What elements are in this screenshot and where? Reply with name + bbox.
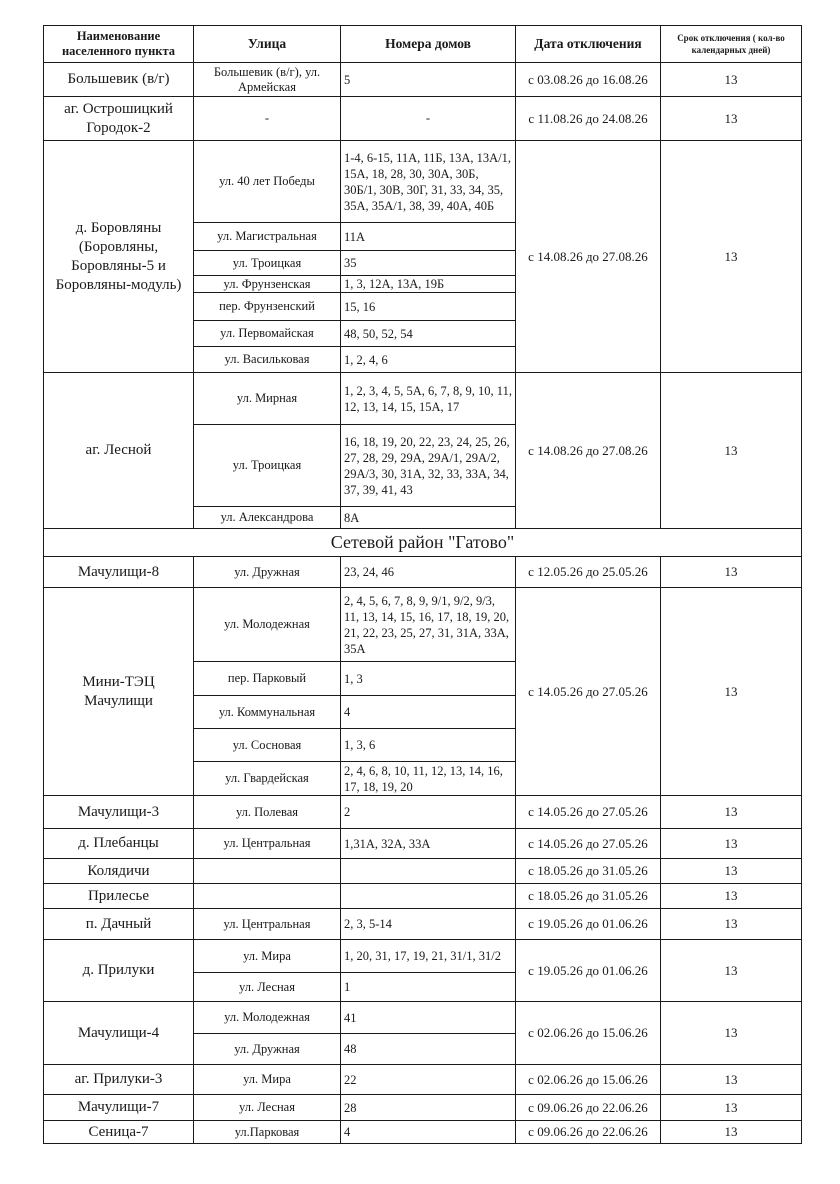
table-row <box>44 97 802 141</box>
section-title: Сетевой район "Гатово" <box>44 529 802 557</box>
date-cell: с 02.06.26 до 15.06.26 <box>516 1002 661 1065</box>
houses-cell: 1, 2, 3, 4, 5, 5А, 6, 7, 8, 9, 10, 11, 12, 13, 14, 15, 15А, 17 <box>341 373 516 425</box>
days-cell: 13 <box>661 141 802 373</box>
days-cell: 13 <box>661 884 802 909</box>
location-cell: аг. Острошицкий Городок-2 <box>44 97 194 141</box>
street-cell: ул. Магистральная <box>194 223 341 251</box>
houses-cell: 5 <box>341 63 516 97</box>
street-cell: ул. Дружная <box>194 557 341 588</box>
street-cell: пер. Парковый <box>194 662 341 696</box>
days-cell: 13 <box>661 1121 802 1144</box>
table-row <box>44 909 802 940</box>
houses-cell: 1, 3, 6 <box>341 729 516 762</box>
days-cell: 13 <box>661 909 802 940</box>
houses-cell: 28 <box>341 1095 516 1121</box>
days-cell: 13 <box>661 557 802 588</box>
location-cell: Прилесье <box>44 884 194 909</box>
houses-cell: 1, 20, 31, 17, 19, 21, 31/1, 31/2 <box>341 940 516 973</box>
street-cell: ул. Первомайская <box>194 321 341 347</box>
table-row <box>44 588 802 662</box>
houses-cell: 4 <box>341 1121 516 1144</box>
street-cell: ул. Гвардейская <box>194 762 341 796</box>
section-row <box>44 529 802 557</box>
date-cell: с 19.05.26 до 01.06.26 <box>516 909 661 940</box>
street-cell: ул. Молодежная <box>194 588 341 662</box>
houses-cell: 1 <box>341 973 516 1002</box>
street-cell: ул. Коммунальная <box>194 696 341 729</box>
houses-cell: 41 <box>341 1002 516 1034</box>
days-cell: 13 <box>661 859 802 884</box>
street-cell: пер. Фрунзенский <box>194 293 341 321</box>
table-row <box>44 557 802 588</box>
street-cell: ул. Троицкая <box>194 251 341 276</box>
header-street: Улица <box>194 26 341 63</box>
street-cell: ул. Лесная <box>194 973 341 1002</box>
days-cell: 13 <box>661 829 802 859</box>
houses-cell: 23, 24, 46 <box>341 557 516 588</box>
street-cell: ул. Молодежная <box>194 1002 341 1034</box>
street-cell: ул. Полевая <box>194 796 341 829</box>
date-cell: с 19.05.26 до 01.06.26 <box>516 940 661 1002</box>
days-cell: 13 <box>661 796 802 829</box>
table-row <box>44 373 802 425</box>
outage-schedule-table <box>43 25 802 1144</box>
location-cell: п. Дачный <box>44 909 194 940</box>
location-cell: д. Боровляны (Боровляны, Боровляны-5 и Боровляны-модуль) <box>44 141 194 373</box>
houses-cell <box>341 859 516 884</box>
street-cell: ул. Сосновая <box>194 729 341 762</box>
houses-cell: 8А <box>341 507 516 529</box>
date-cell: с 14.08.26 до 27.08.26 <box>516 141 661 373</box>
street-cell: ул. Васильковая <box>194 347 341 373</box>
days-cell: 13 <box>661 1065 802 1095</box>
header-days: Срок отключения ( кол-во календарных дней) <box>661 26 802 63</box>
street-cell <box>194 859 341 884</box>
street-cell <box>194 884 341 909</box>
location-cell: Большевик (в/г) <box>44 63 194 97</box>
location-cell: д. Прилуки <box>44 940 194 1002</box>
location-cell: д. Плебанцы <box>44 829 194 859</box>
houses-cell: 35 <box>341 251 516 276</box>
location-cell: Мачулищи-3 <box>44 796 194 829</box>
days-cell: 13 <box>661 588 802 796</box>
location-cell: Мачулищи-4 <box>44 1002 194 1065</box>
street-cell: ул. Мирная <box>194 373 341 425</box>
date-cell: с 14.05.26 до 27.05.26 <box>516 588 661 796</box>
houses-cell: - <box>341 97 516 141</box>
houses-cell: 1-4, 6-15, 11А, 11Б, 13А, 13А/1, 15А, 18, 28, 30, 30А, 30Б, 30Б/1, 30В, 30Г, 31, 33, 34, 35, 35А, 35А/1, 38, 39, 40А, 40Б <box>341 141 516 223</box>
date-cell: с 09.06.26 до 22.06.26 <box>516 1095 661 1121</box>
date-cell: с 14.08.26 до 27.08.26 <box>516 373 661 529</box>
date-cell: с 18.05.26 до 31.05.26 <box>516 859 661 884</box>
houses-cell: 1, 3 <box>341 662 516 696</box>
location-cell: Колядичи <box>44 859 194 884</box>
days-cell: 13 <box>661 373 802 529</box>
street-cell: ул. Мира <box>194 940 341 973</box>
days-cell: 13 <box>661 940 802 1002</box>
houses-cell: 1, 2, 4, 6 <box>341 347 516 373</box>
street-cell: ул. Лесная <box>194 1095 341 1121</box>
street-cell: Большевик (в/г), ул. Армейская <box>194 63 341 97</box>
houses-cell: 1,31А, 32А, 33А <box>341 829 516 859</box>
houses-cell: 22 <box>341 1065 516 1095</box>
location-cell: Мачулищи-7 <box>44 1095 194 1121</box>
street-cell: ул. Дружная <box>194 1034 341 1065</box>
table-row <box>44 859 802 884</box>
date-cell: с 12.05.26 до 25.05.26 <box>516 557 661 588</box>
days-cell: 13 <box>661 1095 802 1121</box>
header-row <box>44 26 802 63</box>
table-row <box>44 141 802 223</box>
date-cell: с 18.05.26 до 31.05.26 <box>516 884 661 909</box>
date-cell: с 02.06.26 до 15.06.26 <box>516 1065 661 1095</box>
days-cell: 13 <box>661 97 802 141</box>
street-cell: ул. Центральная <box>194 829 341 859</box>
date-cell: с 09.06.26 до 22.06.26 <box>516 1121 661 1144</box>
header-houses: Номера домов <box>341 26 516 63</box>
street-cell: ул. Центральная <box>194 909 341 940</box>
houses-cell: 2, 4, 5, 6, 7, 8, 9, 9/1, 9/2, 9/3, 11, 13, 14, 15, 16, 17, 18, 19, 20, 21, 22, 23, 25, 27, 31, 31А, 33А, 35А <box>341 588 516 662</box>
houses-cell: 1, 3, 12А, 13А, 19Б <box>341 276 516 293</box>
date-cell: с 14.05.26 до 27.05.26 <box>516 829 661 859</box>
houses-cell: 15, 16 <box>341 293 516 321</box>
houses-cell: 2 <box>341 796 516 829</box>
houses-cell: 4 <box>341 696 516 729</box>
houses-cell <box>341 884 516 909</box>
street-cell: ул. Александрова <box>194 507 341 529</box>
street-cell: ул. Мира <box>194 1065 341 1095</box>
date-cell: с 14.05.26 до 27.05.26 <box>516 796 661 829</box>
houses-cell: 2, 3, 5-14 <box>341 909 516 940</box>
table-row <box>44 1002 802 1034</box>
location-cell: Мини-ТЭЦ Мачулищи <box>44 588 194 796</box>
houses-cell: 16, 18, 19, 20, 22, 23, 24, 25, 26, 27, 28, 29, 29А, 29А/1, 29А/2, 29А/3, 30, 31А, 32, 33, 33А, 34, 37, 39, 41, 43 <box>341 425 516 507</box>
table-row <box>44 796 802 829</box>
days-cell: 13 <box>661 1002 802 1065</box>
date-cell: с 11.08.26 до 24.08.26 <box>516 97 661 141</box>
table-row <box>44 940 802 973</box>
table-row <box>44 1121 802 1144</box>
street-cell: ул. 40 лет Победы <box>194 141 341 223</box>
table-row <box>44 1065 802 1095</box>
location-cell: аг. Прилуки-3 <box>44 1065 194 1095</box>
table-row <box>44 1095 802 1121</box>
location-cell: Сеница-7 <box>44 1121 194 1144</box>
street-cell: - <box>194 97 341 141</box>
header-date: Дата отключения <box>516 26 661 63</box>
days-cell: 13 <box>661 63 802 97</box>
table-row <box>44 63 802 97</box>
houses-cell: 48 <box>341 1034 516 1065</box>
location-cell: аг. Лесной <box>44 373 194 529</box>
location-cell: Мачулищи-8 <box>44 557 194 588</box>
houses-cell: 11А <box>341 223 516 251</box>
table-row <box>44 884 802 909</box>
street-cell: ул.Парковая <box>194 1121 341 1144</box>
header-location: Наименование населенного пункта <box>44 26 194 63</box>
houses-cell: 2, 4, 6, 8, 10, 11, 12, 13, 14, 16, 17, 18, 19, 20 <box>341 762 516 796</box>
street-cell: ул. Троицкая <box>194 425 341 507</box>
street-cell: ул. Фрунзенская <box>194 276 341 293</box>
houses-cell: 48, 50, 52, 54 <box>341 321 516 347</box>
table-row <box>44 829 802 859</box>
date-cell: с 03.08.26 до 16.08.26 <box>516 63 661 97</box>
